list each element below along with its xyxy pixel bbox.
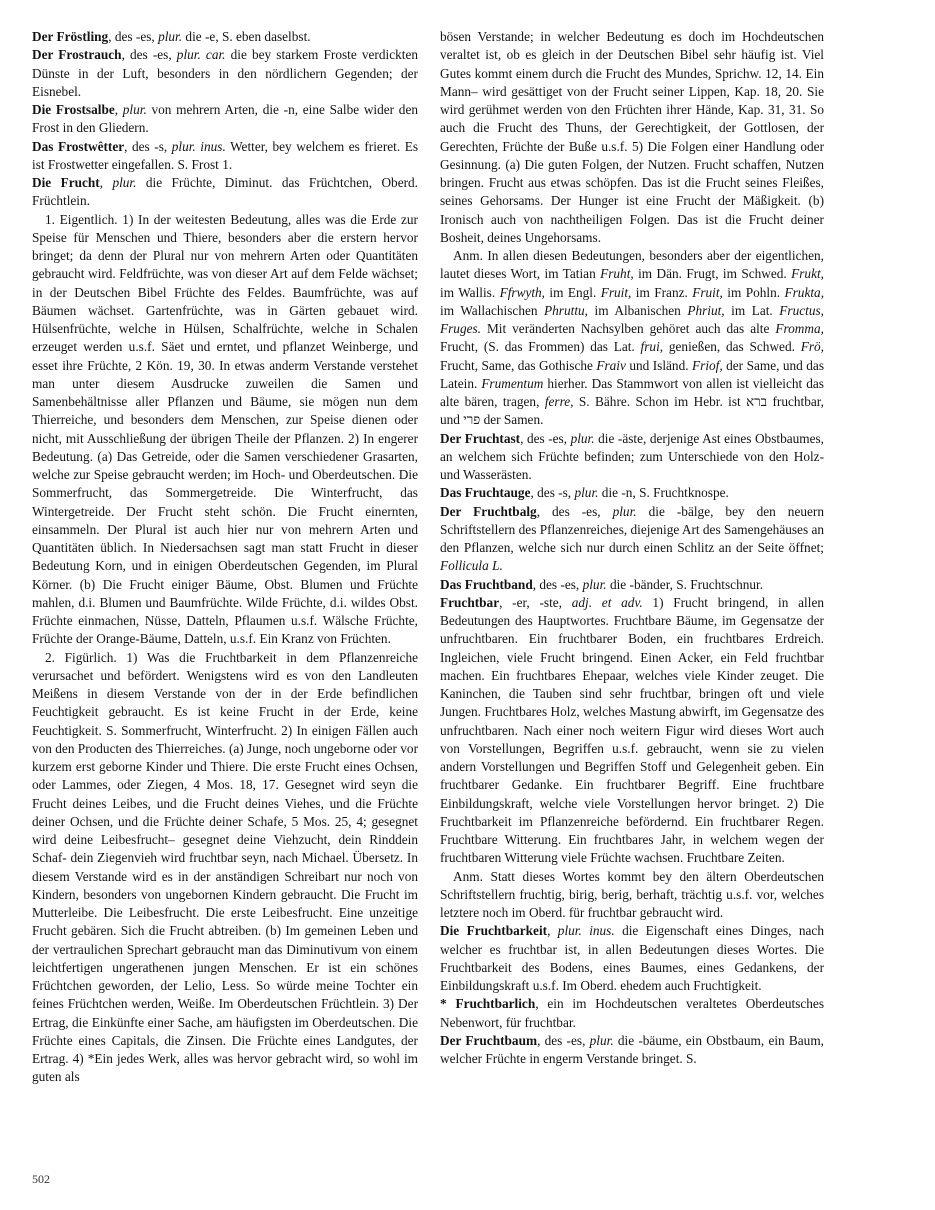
dictionary-entry — [440, 995, 824, 1032]
body-text: im Wallis. — [440, 284, 500, 300]
body-text: Wetter, bey welchem es frieret. Es ist Frostwetter eingefallen. S. Frost 1. — [32, 138, 418, 172]
italic-text: plur. — [582, 576, 607, 592]
italic-text: Fruit, — [692, 284, 723, 300]
body-text: , des -es, — [536, 503, 613, 519]
body-text: , des -s, — [124, 138, 172, 154]
body-text: im Lat. — [724, 302, 780, 318]
italic-text: Frö, — [800, 339, 824, 355]
headword: Das Fruchtband — [440, 576, 533, 592]
body-text: im Pohln. — [722, 284, 785, 300]
body-text: , des -es, — [532, 576, 583, 592]
entry-paragraph — [440, 28, 824, 247]
body-text: im Albanischen — [588, 302, 688, 318]
italic-text: frui, — [640, 339, 664, 355]
italic-text: Frumentum — [481, 375, 544, 391]
body-text: im Wallachischen — [440, 302, 545, 318]
italic-text: plur. — [589, 1032, 614, 1048]
body-text: die -bänder, S. Fruchtschnur. — [606, 576, 764, 592]
headword: Der Fruchtast — [440, 430, 521, 446]
body-text: , — [114, 102, 123, 117]
left-column — [32, 28, 418, 1087]
body-text: die -äste, derjenige Ast eines Obstbaumes, an welchem sich Früchte befinden; zum Unterschiede von den Holz- und Wasserästen. — [440, 430, 825, 482]
body-text: genießen, das Schwed. — [663, 339, 801, 355]
italic-text: plur. — [158, 29, 183, 44]
body-text: im Franz. — [631, 284, 693, 300]
body-text: hierher. Das Stammwort von allen ist vielleicht das alte bären, tragen, — [440, 375, 824, 409]
dictionary-entry — [440, 503, 824, 576]
body-text: S. Bähre. Schon im Hebr. ist ברא fruchtbar, und פרי der Samen. — [440, 394, 825, 428]
dictionary-entry — [440, 484, 824, 502]
body-text: , — [99, 175, 113, 190]
italic-text: Phruttu, — [544, 302, 588, 318]
body-text: Mit veränderten Nachsylben gehöret auch das alte — [481, 321, 776, 336]
headword: Der Fruchtbaum — [440, 1032, 538, 1048]
headword: Die Frostsalbe — [32, 102, 115, 117]
italic-text: Fraiv — [596, 357, 626, 373]
italic-text: plur. — [612, 503, 637, 519]
headword: Der Frostrauch — [32, 47, 122, 63]
entry-paragraph — [440, 868, 824, 923]
dictionary-entry — [440, 594, 824, 868]
dictionary-entry — [440, 576, 824, 594]
body-text: bösen Verstande; in welcher Bedeutung es doch im Hochdeutschen veraltet ist, ob es gleich in der Deutschen Bibel sehr häufig ist. Viel Gutes kommt einem durch die Frucht des Mundes, Sprichw. 12, 14. Ein Mann– wird gesättiget von der Frucht seiner Lippen, Kap. 18, 20. Sie wird gerühmet werden von den Früchten ihrer Hände, Kap. 31, 31. So auch die Frucht des Thuns, der Gerechtigkeit, der Gottlosen, der Gerechten, Früchte der Buße u.s.f. 5) Die Folgen einer Handlung oder Gesinnung. (a) Die guten Folgen, der Nutzen. Frucht schaffen, Nutzen bringen. Frucht aus etwas schöpfen. Das ist die Frucht seines Fleißes, seines Gehorsams. Der Hunger ist eine Frucht der Mäßigkeit. (b) Ironisch auch von nachtheiligen Folgen. Das ist die Frucht deiner Bosheit, deines Ungehorsams. — [440, 29, 824, 245]
body-text: Anm. Statt dieses Wortes kommt bey den ältern Oberdeutschen Schriftstellern fruchtig, birig, berig, berhaft, trächtig u.s.f. vor, welches letztere noch im Oberd. für fruchtbar gebraucht wird. — [440, 868, 824, 920]
italic-text: Follicula L. — [440, 558, 503, 574]
page-number: 502 — [32, 1172, 50, 1186]
body-text: die -bälge, bey den neuern Schriftstellern des Pflanzenreiches, diejenige Art des Samengehäuses an den Pflanzen, welche sich nur durch einen Schlitz an der Seite öffnet; — [440, 503, 825, 555]
dictionary-entry — [440, 1032, 824, 1069]
italic-text: Friof, — [692, 357, 723, 373]
body-text: 1) Frucht bringend, in allen Bedeutungen des Hauptwortes. Fruchtbare Bäume, im Gegensatze der unfruchtbaren. Ein fruchtbarer Boden, ein fruchtbares Erdreich. Ingleichen, viele Frucht bringend. Einen Acker, ein Feld fruchtbar machen. Ein fruchtbares Ehepaar, welches viele Kinder zeuget. Die Kaninchen, die Tauben sind sehr fruchtbar, bringen oft und viele Jungen. Fruchtbares Holz, welches Mastung abwirft, im Gegensatze des unfruchtbaren. Nach einer noch weitern Figur wird dieses Wort auch von Vorstellungen, Begriffen u.s.f. gebraucht, wenn sie zu vielen andern Vorstellungen und Begriffen Stoff und Gelegenheit geben. Ein fruchtbarer Gedanke. Ein fruchtbarer Begriff. Eine fruchtbare Einbildungskraft, welche viele Vorstellungen hervor bringet. 2) Die Fruchtbarkeit im Pflanzenreiche befördernd. Ein fruchtbarer Regen. Fruchtbare Witterung. Ein fruchtbares Jahr, in welchem wegen der fruchtbaren Witterung viele Früchte wachsen. Fruchtbare Zeiten. — [440, 594, 824, 866]
body-text: die -e, S. eben daselbst. — [182, 29, 311, 44]
body-text: , des -es, — [108, 29, 159, 44]
body-text: , des -es, — [121, 47, 177, 63]
italic-text: Fructus, Fruges. — [440, 302, 824, 336]
body-text: , des -s, — [530, 485, 575, 501]
headword: Der Fruchtbalg — [440, 503, 537, 519]
italic-text: Phriut, — [687, 302, 725, 318]
italic-text: Fromma, — [775, 321, 824, 336]
italic-text: plur. — [574, 485, 599, 501]
italic-text: Fruht, — [600, 266, 634, 282]
dictionary-entry — [32, 101, 418, 138]
italic-text: plur. car. — [176, 47, 226, 63]
italic-text: Fruit, — [600, 284, 632, 300]
body-text: Frucht, Same, das Gothische — [440, 357, 597, 373]
headword: Das Fruchtauge — [440, 485, 531, 501]
body-text: , des -es, — [537, 1032, 590, 1048]
body-text: 1. Eigentlich. 1) In der weitesten Bedeutung, alles was die Erde zur Speise für Menschen und Thiere, besonders aber die erstern hervor bringet; da denn der Plural nur von mehrern Arten oder Quantitäten gebraucht wird. Feldfrüchte, was von dieser Art auf dem Felde wächset; in der Deutschen Bibel Früchte des Feldes. Baumfrüchte, was auf Bäumen wächset. Gartenfrüchte, was in Gärten gebauet wird. Hülsenfrüchte, welche in Hülsen, Schalfrüchte, welche in Schalen erzeuget werden u.s.f. Säet und erntet, und pflanzet Weinberge, und esset ihre Früchte, 2 Kön. 19, 30. In etwas anderm Verstande verstehet man unter diesem Ausdrucke zuweilen die Samen und Samenbehältnisse aller Pflanzen und Bäume, sie mögen nun dem Thierreiche, und besonders dem Menschen, zur Speise dienen oder nicht, mit Ausschließung der übrigen Theile der Pflanzen. 2) In engerer Bedeutung. (a) Das Getreide, oder die Samen verschiedener Grasarten, welche zur Speise gebraucht werden; im Hoch- und Oberdeutschen. Die Sommerfrucht, das Sommergetreide. Die Winterfrucht, das Wintergetreide. Der Frucht steht schön. Die Frucht einernten, einsammeln. Der Plural ist auch hier nur von mehrern Arten und Quantitäten üblich. In Niedersachsen sagt man statt Frucht in dieser Bedeutung Korn, und in einigen Oberdeutschen Gegenden, im Plural Körner. (b) Die Frucht einiger Bäume, Obst. Blumen und Früchte mahlen, d.i. Blumen und Baumfrüchte. Wilde Früchte, d.i. wildes Obst. Früchte einmachen, Nüsse, Datteln, Pflaumen u.s.f. Wälsche Früchte, Früchte der Orange-Bäume, Datteln, u.s.f. Ein Kranz von Früchten. — [32, 211, 418, 647]
italic-text: plur. inus. — [557, 923, 615, 939]
dictionary-entry — [32, 28, 418, 46]
entry-paragraph — [32, 649, 418, 1087]
italic-text: plur. inus. — [171, 138, 226, 154]
body-text: der Same, und das Latein. — [440, 357, 824, 391]
body-text: 2. Figürlich. 1) Was die Fruchtbarkeit in dem Pflanzenreiche verursachet und befördert. Wenigstens wird es von den Landleuten Meißens in diesem Verstande von der in der Erde befindlichen Feuchtigkeit gebraucht. Es ist keine Frucht in der Erde, keine Feuchtigkeit. S. Sommerfrucht, Winterfrucht. 2) In einigen Fällen auch von den Producten des Thierreiches. (a) Junge, noch ungeborne oder vor kurzem erst geborne Kinder und Thiere. Die erste Frucht eines Ochsen, oder Lammes, oder Ziegen, 4 Mos. 18, 17. Gesegnet wird seyn die Frucht deines Leibes, und die Frucht deines Viehes, und die Früchte deiner Ochsen, und die Früchte deiner Schafe, 5 Mos. 25, 4; gesegnet wird deine Leibesfrucht– gesegnet deine Viehzucht, dein Rinddein Schaf- dein Ziegenvieh wird fruchtbar seyn, nach Michael. Übersetz. In diesem Verstande wird es in der anständigen Schreibart nur noch von Kindern, besonders von ungebornen Kindern gebraucht. Die Frucht im Mutterleibe. Die Leibesfrucht. Die erste Leibesfrucht. Eine unzeitige Frucht gebären. Sich die Frucht abtreiben. (b) Im gemeinen Leben und der vertraulichen Sprechart gebraucht man das Diminutivum von einem leichtfertigen ungerathenen jungen Menschen. Er ist ein schönes Früchtchen geworden, der Lelio, Less. So würde meine Tochter ein feines Früchtchen werden, Weiße. Im Oberdeutschen Früchtlein. 3) Der Ertrag, die Einkünfte einer Sache, am häufigsten im Oberdeutschen. Die Früchte eines Capitals, die Zinsen. Die Früchte eines Landgutes, der Ertrag. 4) *Ein jedes Werk, alles was hervor gebracht wird, so wohl im guten als — [32, 649, 418, 1085]
body-text: die -n, S. Fruchtknospe. — [598, 485, 729, 501]
dictionary-entry — [32, 46, 418, 101]
italic-text: plur. — [122, 102, 147, 117]
body-text: , des -es, — [520, 430, 571, 446]
body-text: die -bäume, ein Obstbaum, ein Baum, welcher Früchte in engerm Verstande bringet. S. — [440, 1032, 825, 1066]
body-text: und Isländ. — [625, 357, 693, 373]
italic-text: adj. et adv. — [571, 594, 643, 610]
body-text: die Früchte, Diminut. das Früchtchen, Oberd. Früchtlein. — [32, 175, 418, 209]
entry-paragraph — [32, 211, 418, 649]
headword: Fruchtbar — [440, 594, 500, 610]
body-text: , -er, -ste, — [499, 594, 572, 610]
headword: Die Frucht — [32, 175, 100, 190]
italic-text: plur. — [112, 175, 137, 190]
body-text: im Engl. — [545, 284, 601, 300]
dictionary-entry — [32, 138, 418, 175]
body-text: Frucht, (S. das Frommen) das Lat. — [440, 339, 641, 355]
headword: Die Fruchtbarkeit — [440, 923, 548, 939]
italic-text: ferre, — [544, 394, 574, 409]
dictionary-entry — [440, 430, 824, 485]
entry-paragraph — [440, 247, 824, 430]
italic-text: plur. — [570, 430, 595, 446]
right-column — [440, 28, 824, 1068]
dictionary-entry — [440, 922, 824, 995]
italic-text: Ffrwyth, — [499, 284, 546, 300]
body-text: die bey starkem Froste verdickten Dünste in der Luft, besonders in den nördlichern Gegenden; der Eisnebel. — [32, 47, 418, 99]
body-text: , — [547, 923, 558, 939]
body-text: , ein im Hochdeutschen veraltetes Oberdeutsches Nebenwort, für fruchtbar. — [440, 996, 825, 1030]
italic-text: Frukt, — [791, 266, 824, 282]
headword: Der Fröstling — [32, 29, 109, 44]
dictionary-entry — [32, 174, 418, 211]
italic-text: Frukta, — [784, 284, 825, 300]
body-text: Anm. In allen diesen Bedeutungen, besonders aber der eigentlichen, lautet dieses Wort, im Tatian — [440, 248, 824, 282]
body-text: im Dän. Frugt, im Schwed. — [633, 266, 792, 282]
headword: Das Frostwêtter — [32, 138, 125, 154]
body-text: die Eigenschaft eines Dinges, nach welcher es fruchtbar ist, in allen Bedeutungen dieses Wortes. Die Fruchtbarkeit des Bodens, eines Baumes, eines Gedankens, der Einbildungskraft u.s.f. Im Oberd. ehedem auch Fruchtigkeit. — [440, 923, 824, 993]
headword: * Fruchtbarlich — [440, 996, 536, 1012]
body-text: von mehrern Arten, die -n, eine Salbe wider den Frost in den Gliedern. — [32, 102, 418, 136]
